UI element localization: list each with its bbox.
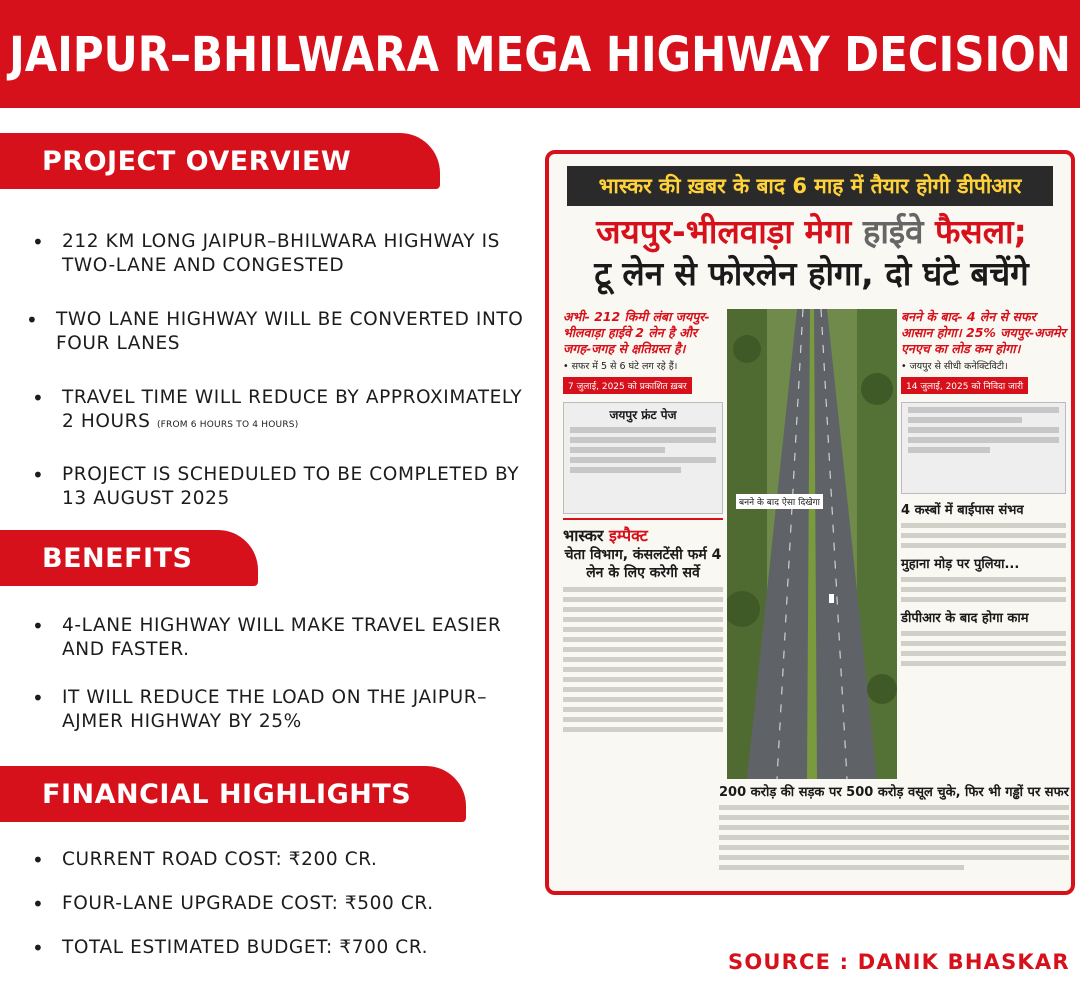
tender-date-tag: 14 जुलाई, 2025 को निविदा जारी — [901, 377, 1028, 394]
bullet-icon: • — [32, 463, 45, 487]
financial-list — [30, 848, 530, 960]
list-item: • IT WILL REDUCE THE LOAD ON THE JAIPUR–AJMER HIGHWAY BY 25% — [32, 686, 488, 732]
bullet-icon: • — [32, 892, 45, 916]
list-item: • 212 KM LONG JAIPUR–BHILWARA HIGHWAY IS TWO-LANE AND CONGESTED — [32, 230, 501, 276]
source-credit: SOURCE : DANIK BHASKAR — [728, 950, 1070, 974]
clipping-bottom-headline: 200 करोड़ की सड़क पर 500 करोड़ वसूल चुके, फिर भी गड्ढों पर सफर — [719, 782, 1069, 875]
section-heading-financial: FINANCIAL HIGHLIGHTS — [0, 766, 466, 822]
list-item: • TOTAL ESTIMATED BUDGET: ₹700 CR. — [32, 936, 429, 960]
page-title: JAIPUR–BHILWARA MEGA HIGHWAY DECISION — [9, 25, 1071, 83]
clipping-left-column: अभी- 212 किमी लंबा जयपुर-भीलवाड़ा हाईवे 2 लेन है और जगह-जगह से क्षतिग्रस्त है। • सफर में 5 से 6 घंटे लग रहे हैं। 7 जुलाई, 2025 को प्रकाशित ख़बर जयपुर फ्रंट पेज भास्कर इम्पैक्ट चेता विभाग, कंसलटेंसी फर्म 4 लेन के लिए करेगी सर्वे — [563, 309, 723, 737]
list-item: • TRAVEL TIME WILL REDUCE BY APPROXIMATELY 2 HOURS (FROM 6 HOURS TO 4 HOURS) — [32, 386, 523, 432]
bullet-icon: • — [32, 230, 45, 254]
newspaper-clipping — [545, 150, 1075, 895]
clipping-top-strip: भास्कर की ख़बर के बाद 6 माह में तैयार होगी डीपीआर — [567, 166, 1053, 206]
front-page-thumbnail: जयपुर फ्रंट पेज — [563, 402, 723, 514]
travel-time-note: (FROM 6 HOURS TO 4 HOURS) — [156, 420, 299, 430]
list-item: • 4-LANE HIGHWAY WILL MAKE TRAVEL EASIER AND FASTER. — [32, 614, 502, 660]
bullet-icon: • — [32, 686, 45, 710]
list-item: • FOUR-LANE UPGRADE COST: ₹500 CR. — [32, 892, 434, 916]
overview-list — [26, 230, 530, 511]
list-item: • CURRENT ROAD COST: ₹200 CR. — [32, 848, 378, 872]
clipping-right-column: बनने के बाद- 4 लेन से सफर आसान होगा। 25% जयपुर-अजमेर एनएच का लोड कम होगा। • जयपुर से सीधी कनेक्टिविटी। 14 जुलाई, 2025 को निविदा जारी 4 कस्बों में बाईपास संभव मुहाना मोड़ पर पुलिया... डीपीआर के बाद होगा काम — [901, 309, 1066, 671]
section-heading-benefits: BENEFITS — [0, 530, 258, 586]
bullet-icon: • — [32, 848, 45, 872]
highway-aerial-photo — [727, 309, 897, 779]
benefits-list — [30, 614, 530, 734]
published-date-tag: 7 जुलाई, 2025 को प्रकाशित ख़बर — [563, 377, 692, 394]
bullet-icon: • — [26, 308, 39, 332]
clipping-subheadline: टू लेन से फोरलेन होगा, दो घंटे बचेंगे — [594, 254, 1029, 293]
clipping-headline: जयपुर-भीलवाड़ा मेगा हाईवे फैसला; — [596, 212, 1027, 251]
bullet-icon: • — [32, 386, 45, 410]
tender-document-thumbnail — [901, 402, 1066, 494]
bullet-icon: • — [32, 936, 45, 960]
list-item: • PROJECT IS SCHEDULED TO BE COMPLETED BY 13 AUGUST 2025 — [32, 463, 520, 509]
photo-caption: बनने के बाद ऐसा दिखेगा — [736, 494, 823, 509]
list-item: • TWO LANE HIGHWAY WILL BE CONVERTED INTO FOUR LANES — [26, 308, 524, 354]
impact-box: भास्कर इम्पैक्ट चेता विभाग, कंसलटेंसी फर्म 4 लेन के लिए करेगी सर्वे — [563, 518, 723, 732]
bullet-icon: • — [32, 614, 45, 638]
title-banner — [0, 0, 1080, 112]
section-heading-overview: PROJECT OVERVIEW — [0, 133, 440, 189]
